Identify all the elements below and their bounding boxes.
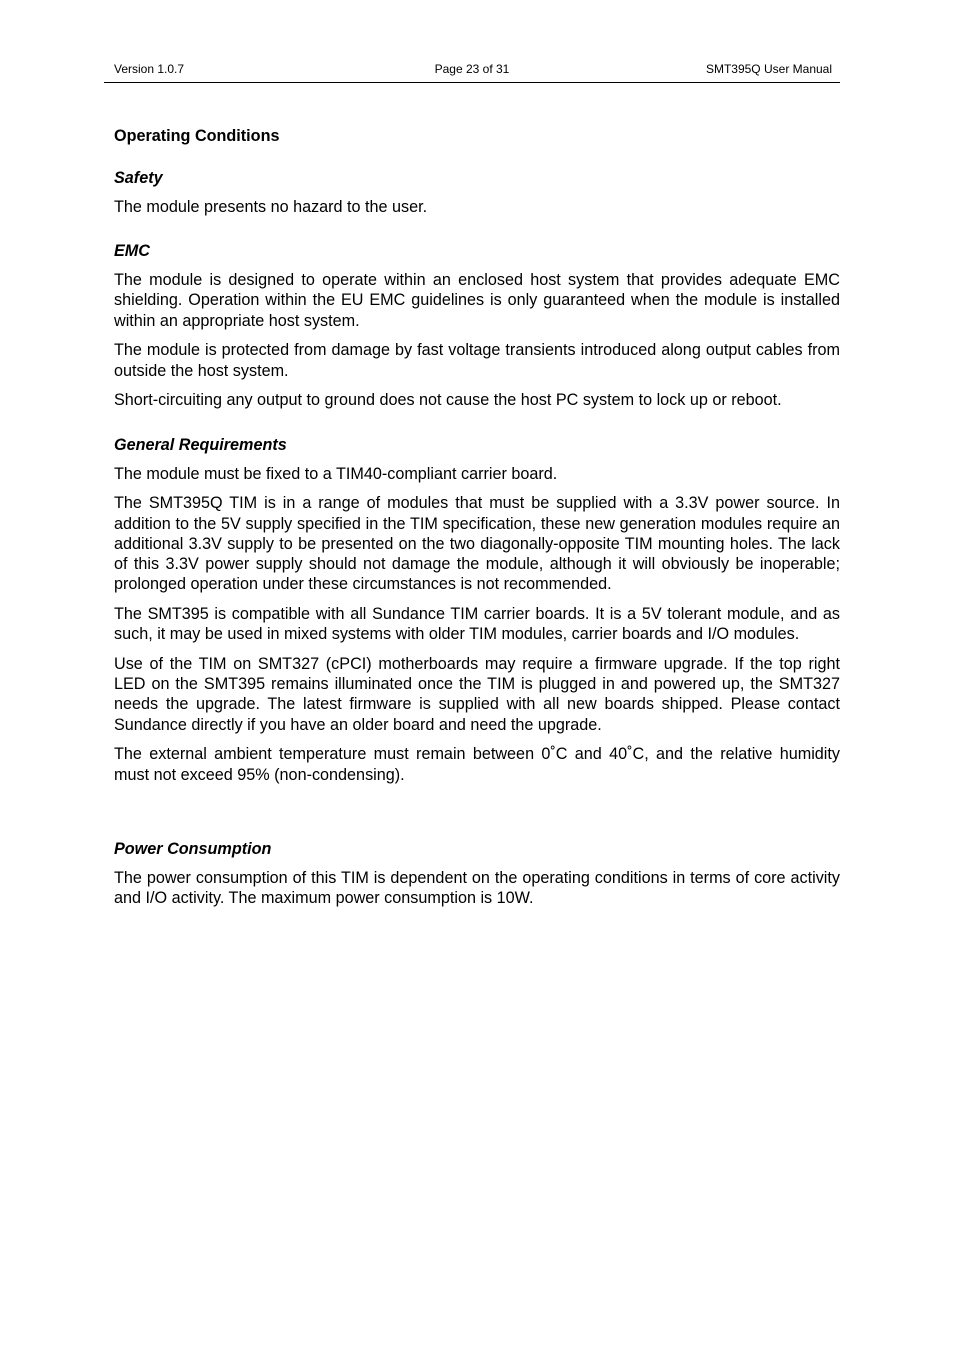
emc-heading: EMC (114, 242, 150, 261)
safety-heading: Safety (114, 169, 163, 187)
emc-paragraph: The module is designed to operate within an enclosed host system that provides adequate EMC shielding. Operation within the EU EMC guidelines is only guaranteed when the module is installed within an appropriate host system. (114, 271, 840, 330)
header-version: Version 1.0.7 (114, 62, 185, 76)
header-document-title: SMT395Q User Manual (705, 62, 832, 76)
power-paragraph: The power consumption of this TIM is dependent on the operating conditions in terms of core activity and I/O activity. The maximum power consumption is 10W. (114, 868, 840, 908)
safety-paragraph: The module presents no hazard to the user. (114, 198, 428, 216)
general-requirements-heading: General Requirements (114, 435, 287, 454)
general-paragraph: The SMT395Q TIM is in a range of modules that must be supplied with a 3.3V power source. In addition to the 5V supply specified in the TIM specification, these new generation modules require an additional 3.3V supply to be presented on the two diagonally-opposite TIM mounting holes. The lack of this 3.3V power supply should not damage the module, although it will obviously be inoperable; prolonged operation under these circumstances is not recommended. (114, 494, 840, 594)
emc-paragraph: Short-circuiting any output to ground does not cause the host PC system to lock up or reboot. (114, 391, 782, 410)
page-header (104, 62, 840, 83)
general-paragraph: The external ambient temperature must remain between 0˚C and 40˚C, and the relative humidity must not exceed 95% (non-condensing). (114, 745, 840, 784)
header-page-number: Page 23 of 31 (434, 62, 510, 76)
power-consumption-heading: Power Consumption (114, 839, 272, 858)
page-body (114, 126, 840, 918)
general-paragraph: The SMT395 is compatible with all Sundance TIM carrier boards. It is a 5V tolerant module, and as such, it may be used in mixed systems with older TIM modules, carrier boards and I/O modules. (114, 605, 840, 644)
section-title: Operating Conditions (114, 127, 280, 145)
emc-paragraph: The module is protected from damage by fast voltage transients introduced along output cables from outside the host system. (114, 341, 840, 380)
general-paragraph: Use of the TIM on SMT327 (cPCI) motherboards may require a firmware upgrade. If the top right LED on the SMT395 remains illuminated once the TIM is plugged in and powered up, the SMT327 needs the upgrade. The latest firmware is supplied with all new boards shipped. Please contact Sundance directly if you have an older board and need the upgrade. (114, 655, 840, 734)
general-paragraph: The module must be fixed to a TIM40-compliant carrier board. (114, 464, 558, 483)
